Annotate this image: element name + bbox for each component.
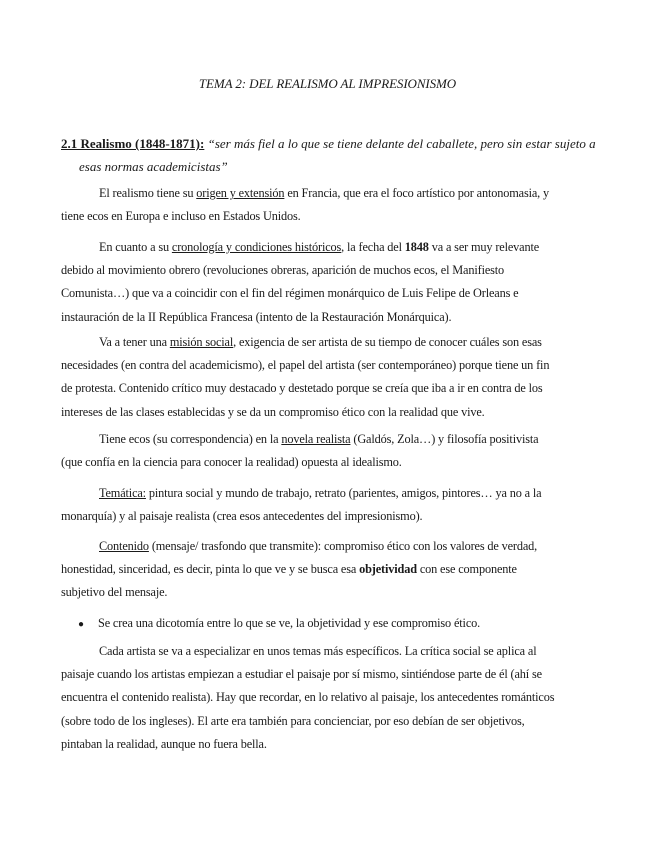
underlined-term: Temática: bbox=[99, 486, 146, 500]
text: Va a tener una bbox=[99, 335, 170, 349]
paragraph-content bbox=[61, 535, 591, 605]
text-line: debido al movimiento obrero (revoluciones obreras, aparición de muchos ecos, el Manifiesto bbox=[61, 263, 505, 278]
text: En cuanto a su bbox=[99, 240, 172, 254]
text: pintura social y mundo de trabajo, retrato (parientes, amigos, pintores… ya no a la bbox=[145, 486, 542, 500]
text-line: (sobre todo de los ingleses). El arte era también para concienciar, por eso debían de ser objetivos, bbox=[61, 713, 525, 728]
text-line: necesidades (en contra del academicismo), el papel del artista (ser contemporáneo) porque tiene un fin bbox=[61, 358, 550, 373]
text-line: pintaban la realidad, aunque no fuera bella. bbox=[61, 736, 267, 751]
paragraph-themes bbox=[61, 482, 591, 528]
text-line: paisaje cuando los artistas empiezan a estudiar el paisaje por sí mismo, sintiéndose parte de él (ahí se bbox=[61, 667, 542, 682]
underlined-term: cronología y condiciones históricos bbox=[171, 240, 342, 254]
text-line: (que confía en la ciencia para conocer la realidad) opuesta al idealismo. bbox=[61, 455, 402, 470]
bullet-dot-icon: ● bbox=[78, 619, 84, 630]
paragraph-social-mission bbox=[61, 331, 591, 424]
text-line: intereses de las clases establecidas y se da un compromiso ético con la realidad que vive. bbox=[61, 404, 485, 419]
text: (mensaje/ trasfondo que transmite): compromiso ético con los valores de verdad, bbox=[148, 539, 538, 553]
text: en Francia, que era el foco artístico por antonomasia, y bbox=[284, 186, 550, 200]
text: va a ser muy relevante bbox=[428, 240, 540, 254]
underlined-term: novela realista bbox=[281, 432, 351, 446]
underlined-term: origen y extensión bbox=[196, 186, 285, 200]
text-line: subjetivo del mensaje. bbox=[61, 585, 168, 600]
text: Tiene ecos (su correspondencia) en la bbox=[99, 432, 282, 446]
text: con ese componente bbox=[416, 562, 517, 577]
section-quote-line-1: “ser más fiel a lo que se tiene delante del caballete, pero sin estar sujeto a bbox=[207, 136, 596, 151]
text: El realismo tiene su bbox=[99, 186, 197, 200]
underlined-term: Contenido bbox=[99, 539, 149, 553]
section-quote-line-2: esas normas academicistas” bbox=[79, 159, 228, 174]
underlined-term: misión social bbox=[169, 335, 234, 349]
section-heading-block bbox=[61, 132, 601, 178]
text-line: encuentra el contenido realista). Hay que recordar, en lo relativo al paisaje, los antecedentes románticos bbox=[61, 690, 555, 705]
text: Cada artista se va a especializar en unos temas más específicos. La crítica social se aplica al bbox=[99, 644, 537, 658]
text: honestidad, sinceridad, es decir, pinta lo que ve y se busca esa bbox=[61, 562, 360, 577]
document-title: TEMA 2: DEL REALISMO AL IMPRESIONISMO bbox=[198, 76, 457, 91]
paragraph-specialization bbox=[61, 640, 591, 756]
text-line: de protesta. Contenido crítico muy destacado y destetado porque se creía que iba a ir en contra de los bbox=[61, 381, 543, 396]
text: , exigencia de ser artista de su tiempo de conocer cuáles son esas bbox=[233, 335, 542, 349]
bullet-item bbox=[78, 612, 480, 636]
text: , la fecha del bbox=[341, 240, 405, 254]
text-line: monarquía) y al paisaje realista (crea esos antecedentes del impresionismo). bbox=[61, 509, 423, 524]
text: (Galdós, Zola…) y filosofía positivista bbox=[350, 432, 539, 446]
paragraph-origin bbox=[61, 182, 591, 228]
bold-term: objetividad bbox=[359, 562, 417, 577]
section-heading: 2.1 Realismo (1848-1871): bbox=[61, 136, 205, 151]
bold-term: 1848 bbox=[404, 240, 429, 254]
paragraph-chronology bbox=[61, 236, 591, 329]
bullet-text: Se crea una dicotomía entre lo que se ve, la objetividad y ese compromiso ético. bbox=[98, 616, 481, 630]
paragraph-novel bbox=[61, 428, 591, 474]
text-line: tiene ecos en Europa e incluso en Estados Unidos. bbox=[61, 209, 301, 224]
text-line: Comunista…) que va a coincidir con el fin del régimen monárquico de Luis Felipe de Orleans e bbox=[61, 286, 519, 301]
text-line: instauración de la II República Francesa (intento de la Restauración Monárquica). bbox=[61, 309, 452, 324]
